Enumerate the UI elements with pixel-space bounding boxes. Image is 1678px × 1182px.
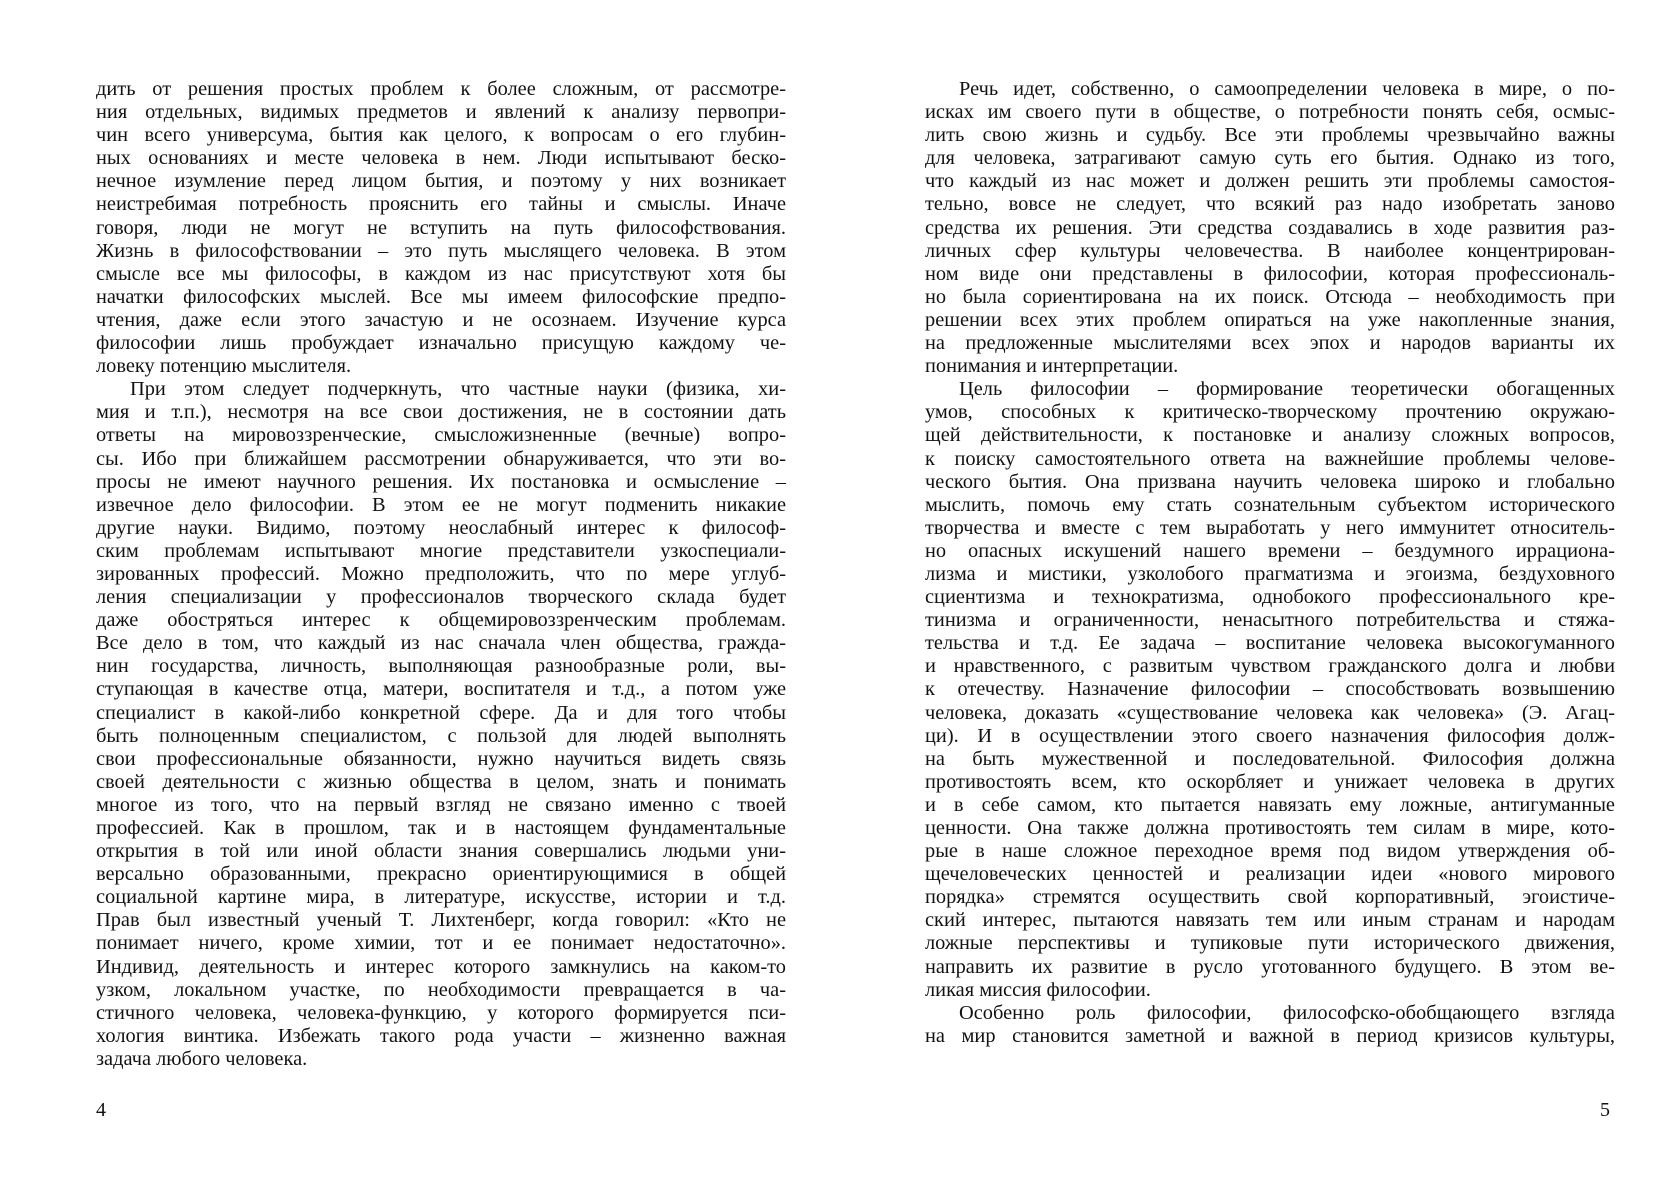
text-line: даже обостряться интерес к общемировоззренческим проблемам. xyxy=(96,609,786,632)
text-line: ном виде они представлены в философии, которая профессиональ- xyxy=(925,262,1615,285)
text-line: версально образованными, прекрасно ориентирующимися в общей xyxy=(96,863,786,886)
text-line: извечное дело философии. В этом ее не могут подменить никакие xyxy=(96,493,786,516)
text-line: При этом следует подчеркнуть, что частные науки (физика, хи- xyxy=(130,378,786,401)
text-line: на предложенные мыслителями всех эпох и народов варианты их xyxy=(925,332,1615,355)
text-line: и в себе самом, кто пытается навязать ему ложные, антигуманные xyxy=(925,793,1615,816)
text-line: но опасных искушений нашего времени – бездумного иррациона- xyxy=(925,539,1615,562)
text-line: неистребимая потребность прояснить его тайны и смыслы. Иначе xyxy=(96,193,786,216)
text-line: другие науки. Видимо, поэтому неослабный интерес к философ- xyxy=(96,516,786,539)
text-line: противостоять всем, кто оскорбляет и унижает человека в других xyxy=(925,770,1615,793)
text-line: ления специализации у профессионалов творческого склада будет xyxy=(96,586,786,609)
text-line: чин всего универсума, бытия как целого, к вопросам о его глубин- xyxy=(96,124,786,147)
text-line: к поиску самостоятельного ответа на важнейшие проблемы челове- xyxy=(925,447,1615,470)
text-line: лизма и мистики, узколобого прагматизма и эгоизма, бездуховного xyxy=(925,562,1615,585)
text-line: ступающая в качестве отца, матери, воспитателя и т.д., а потом уже xyxy=(96,678,786,701)
text-line: тельно, вовсе не следует, что всякий раз надо изобретать заново xyxy=(925,193,1615,216)
text-line: нечное изумление перед лицом бытия, и поэтому у них возникает xyxy=(96,170,786,193)
text-line: тинизма и ограниченности, ненасытного потребительства и стяжа- xyxy=(925,609,1615,632)
right-page-text xyxy=(925,78,1615,1048)
text-line: философии лишь пробуждает изначально присущую каждому че- xyxy=(96,332,786,355)
text-line: средства их решения. Эти средства создавались в ходе развития раз- xyxy=(925,216,1615,239)
text-line: рые в наше сложное переходное время под видом утверждения об- xyxy=(925,840,1615,863)
text-line: говоря, люди не могут не вступить на путь философствования. xyxy=(96,216,786,239)
text-line: ных основаниях и месте человека в нем. Люди испытывают беско- xyxy=(96,147,786,170)
text-line: Речь идет, собственно, о самоопределении человека в мире, о по- xyxy=(959,78,1615,100)
text-line: что каждый из нас может и должен решить эти проблемы самостоя- xyxy=(925,170,1615,193)
text-line: нин государства, личность, выполняющая разнообразные роли, вы- xyxy=(96,655,786,678)
text-line: многое из того, что на первый взгляд не связано именно с твоей xyxy=(96,793,786,816)
text-line: профессией. Как в прошлом, так и в настоящем фундаментальные xyxy=(96,817,786,839)
text-line: направить их развитие в русло уготованного будущего. В этом ве- xyxy=(925,955,1615,978)
text-line: решении всех этих проблем опираться на уже накопленные знания, xyxy=(925,308,1615,331)
text-line: понимания и интерпретации. xyxy=(925,355,1179,378)
text-line: мия и т.п.), несмотря на все свои достижения, не в состоянии дать xyxy=(96,401,786,424)
text-line: начатки философских мыслей. Все мы имеем философские предпо- xyxy=(96,285,786,308)
text-line: для человека, затрагивают самую суть его бытия. Однако из того, xyxy=(925,147,1615,170)
text-line: ния отдельных, видимых предметов и явлений к анализу первопри- xyxy=(96,101,786,124)
page-number-left: 4 xyxy=(96,1099,106,1121)
text-line: умов, способных к критическо-творческому прочтению окружаю- xyxy=(925,401,1615,424)
text-line: но была сориентирована на их поиск. Отсюда – необходимость при xyxy=(925,285,1615,308)
text-line: открытия в той или иной области знания совершались людьми уни- xyxy=(96,840,786,863)
text-line: Особенно роль философии, философско-обобщающего взгляда xyxy=(959,1001,1615,1024)
text-line: мыслить, помочь ему стать сознательным субъектом исторического xyxy=(925,493,1615,516)
text-line: ответы на мировоззренческие, смысложизненные (вечные) вопро- xyxy=(96,424,786,447)
text-line: порядка» стремятся осуществить свой корпоративный, эгоистиче- xyxy=(925,886,1615,909)
text-line: просы не имеют научного решения. Их постановка и осмысление – xyxy=(96,470,786,493)
text-line: сциентизма и технократизма, однобокого профессионального кре- xyxy=(925,586,1615,609)
text-line: тельства и т.д. Ее задача – воспитание человека высокогуманного xyxy=(925,632,1615,655)
text-line: своей деятельности с жизнью общества в целом, знать и понимать xyxy=(96,770,786,793)
text-line: чтения, даже если этого зачастую и не осознаем. Изучение курса xyxy=(96,308,786,331)
text-line: ложные перспективы и тупиковые пути исторического движения, xyxy=(925,932,1615,955)
text-line: понимает ничего, кроме химии, тот и ее понимает недостаточно». xyxy=(96,932,786,955)
text-line: на мир становится заметной и важной в период кризисов культуры, xyxy=(925,1024,1615,1047)
text-line: ским проблемам испытывают многие представители узкоспециали- xyxy=(96,539,786,562)
text-line: щей действительности, к постановке и анализу сложных вопросов, xyxy=(925,424,1615,447)
text-line: человека, доказать «существование человека как человека» (Э. Агац- xyxy=(925,701,1615,724)
text-line: щечеловеческих ценностей и реализации идеи «нового мирового xyxy=(925,863,1615,886)
text-line: социальной картине мира, в литературе, искусстве, истории и т.д. xyxy=(96,886,786,909)
text-line: ци). И в осуществлении этого своего назначения философия долж- xyxy=(925,724,1615,747)
text-line: на быть мужественной и последовательной. Философия должна xyxy=(925,747,1615,770)
text-line: творчества и вместе с тем выработать у него иммунитет относитель- xyxy=(925,516,1615,539)
text-line: сы. Ибо при ближайшем рассмотрении обнаруживается, что эти во- xyxy=(96,447,786,470)
text-line: ценности. Она также должна противостоять тем силам в мире, кото- xyxy=(925,817,1615,839)
text-line: исках им своего пути в обществе, о потребности понять себя, осмыс- xyxy=(925,101,1615,124)
text-line: Цель философии – формирование теоретически обогащенных xyxy=(959,378,1615,401)
text-line: хология винтика. Избежать такого рода участи – жизненно важная xyxy=(96,1024,786,1047)
text-line: Индивид, деятельность и интерес которого замкнулись на каком-то xyxy=(96,955,786,978)
text-line: к отечеству. Назначение философии – способствовать возвышению xyxy=(925,678,1615,701)
text-line: ловеку потенцию мыслителя. xyxy=(96,355,352,378)
text-line: ский интерес, пытаются навязать тем или иным странам и народам xyxy=(925,909,1615,932)
text-line: Жизнь в философствовании – это путь мыслящего человека. В этом xyxy=(96,239,786,262)
text-line: смысле все мы философы, в каждом из нас присутствуют хотя бы xyxy=(96,262,786,285)
text-line: быть полноценным специалистом, с пользой для людей выполнять xyxy=(96,724,786,747)
text-line: зированных профессий. Можно предположить, что по мере углуб- xyxy=(96,562,786,585)
text-line: специалист в какой-либо конкретной сфере. Да и для того чтобы xyxy=(96,701,786,724)
text-line: Все дело в том, что каждый из нас сначала член общества, гражда- xyxy=(96,632,786,655)
text-line: ческого бытия. Она призвана научить человека широко и глобально xyxy=(925,470,1615,493)
text-line: и нравственного, с развитым чувством гражданского долга и любви xyxy=(925,655,1615,678)
text-line: узком, локальном участке, по необходимости превращается в ча- xyxy=(96,978,786,1001)
text-line: дить от решения простых проблем к более сложным, от рассмотре- xyxy=(96,78,786,100)
text-line: лить свою жизнь и судьбу. Все эти проблемы чрезвычайно важны xyxy=(925,124,1615,147)
left-page-text xyxy=(96,78,786,1071)
text-line: стичного человека, человека-функцию, у которого формируется пси- xyxy=(96,1001,786,1024)
text-line: Прав был известный ученый Т. Лихтенберг, когда говорил: «Кто не xyxy=(96,909,786,932)
text-line: ликая миссия философии. xyxy=(925,978,1151,1001)
text-line: задача любого человека. xyxy=(96,1047,308,1070)
page-number-right: 5 xyxy=(1600,1099,1610,1121)
text-line: личных сфер культуры человечества. В наиболее концентрирован- xyxy=(925,239,1615,262)
text-line: свои профессиональные обязанности, нужно научиться видеть связь xyxy=(96,747,786,770)
